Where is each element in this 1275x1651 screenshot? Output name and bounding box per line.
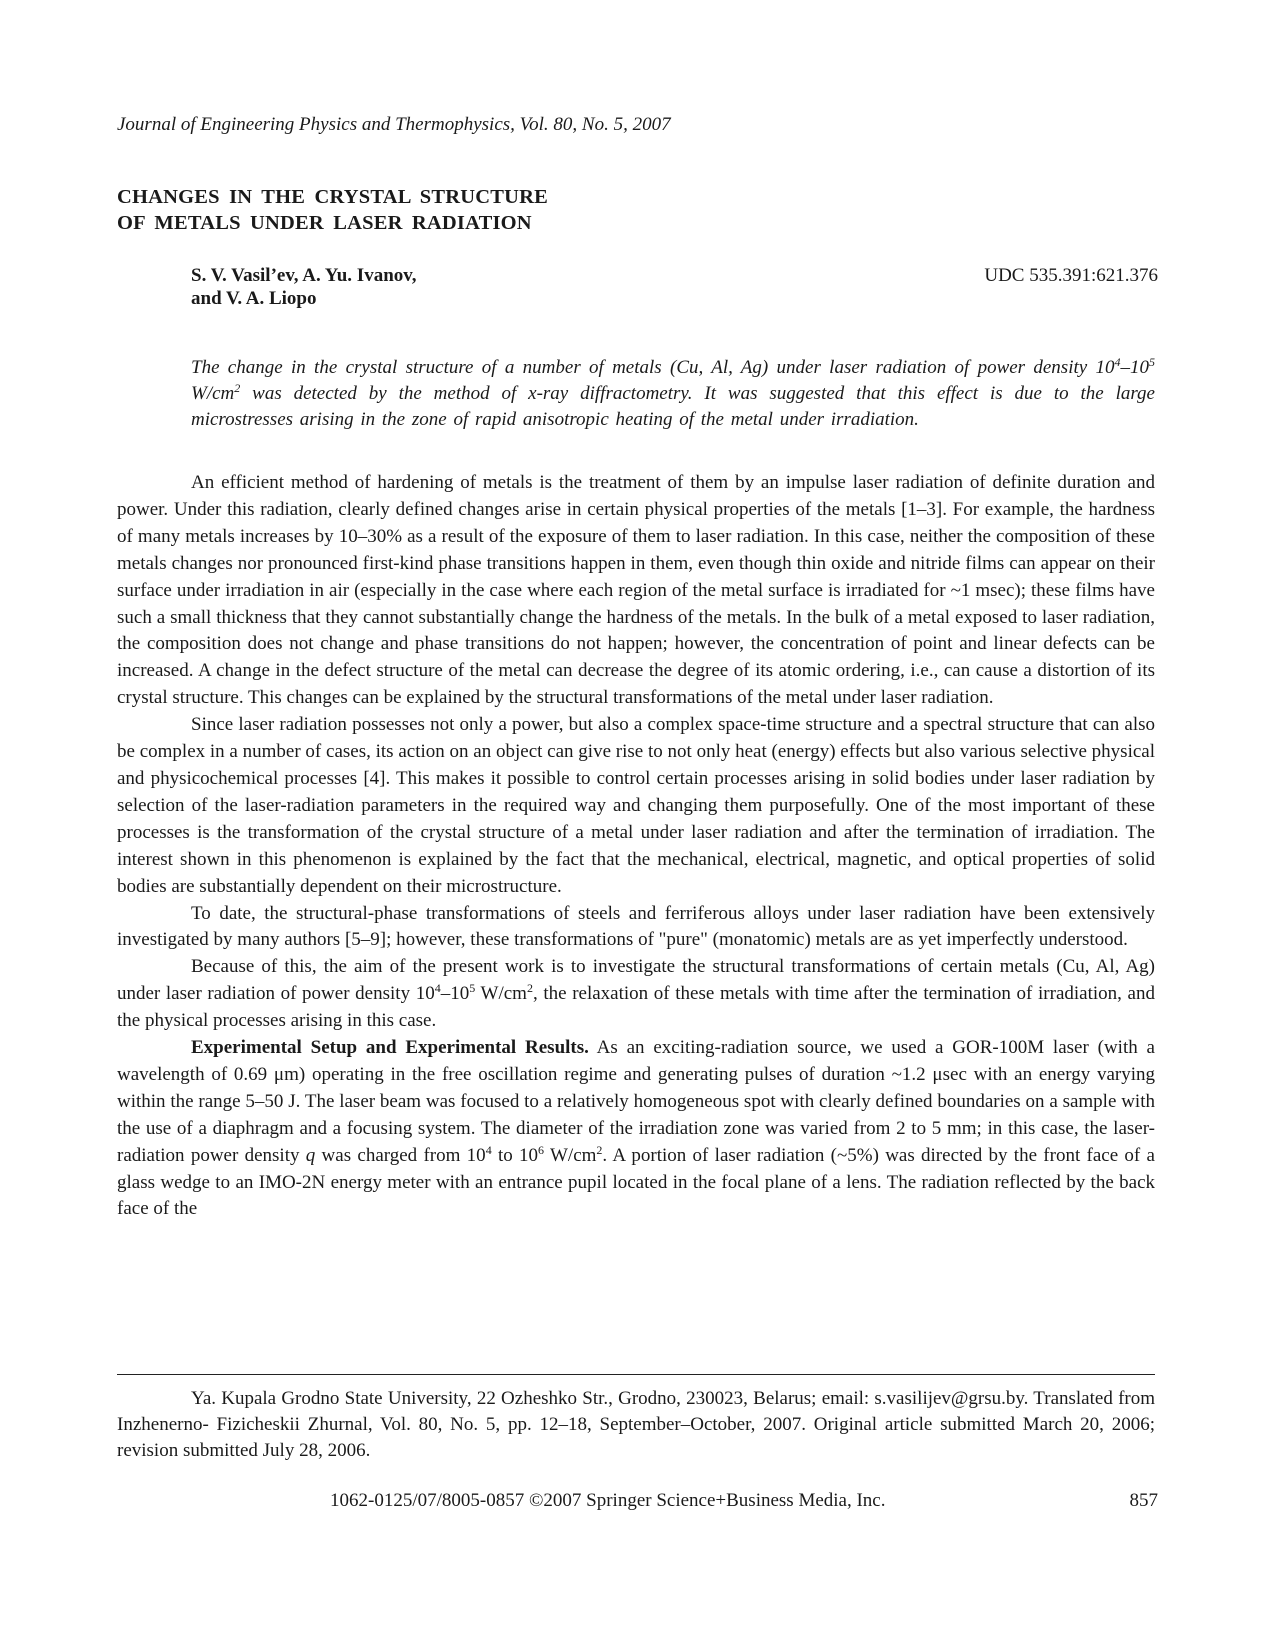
title-line-2: OF METALS UNDER LASER RADIATION (117, 212, 532, 234)
page-number: 857 (1129, 1490, 1158, 1511)
superscript: 5 (469, 981, 476, 996)
paragraph-text: As an exciting-radiation source, we used a GOR-100M laser (with a wavelength of 0.69 μm) operating in the free oscillation regime and generating pulses of duration ~1.2 μsec with an energy varying within the range 5–50 J. The laser beam was focused to a relatively homogeneous spot with clearly defined boundaries on a sample with the use of a diaphragm and a focusing system. The diameter of the irradiation zone was varied from 2 to 5 mm; in this case, the laser-radiation power density (117, 1037, 1155, 1166)
title-line-1: CHANGES IN THE CRYSTAL STRUCTURE (117, 186, 549, 208)
paragraph-2: Since laser radiation possesses not only a power, but also a complex space-time structure and a spectral structure that can also be complex in a number of cases, its action on an object can give rise to not only heat (energy) effects but also various selective physical and physicochemical processes [4]. This makes it possible to control certain processes arising in solid bodies under laser radiation by selection of the laser-radiation parameters in the required way and changing them purposefully. One of the most important of these processes is the transformation of the crystal structure of a metal under laser radiation and after the termination of irradiation. The interest shown in this phenomenon is explained by the fact that the mechanical, electrical, magnetic, and optical properties of solid bodies are substantially dependent on their microstructure. (117, 714, 1155, 897)
paragraph-text: to 10 (491, 1144, 539, 1166)
superscript: 6 (538, 1142, 545, 1157)
variable-q: q (305, 1144, 316, 1166)
paragraph-text: , the relaxation of these metals with time after the termination of irradiation, and the physical processes arising in this case. (117, 983, 1155, 1032)
section-heading: Experimental Setup and Experimental Results. (191, 1037, 589, 1059)
udc-code: UDC 535.391:621.376 (984, 265, 1158, 286)
article-title (117, 184, 548, 236)
abstract-superscript: 5 (1149, 355, 1155, 369)
abstract (191, 355, 1155, 433)
paragraph-text: Because of this, the aim of the present work is to investigate the structural transformations of certain metals (Cu, Al, Ag) under laser radiation of power density 10 (117, 956, 1155, 1005)
paragraph-text: W/cm (475, 983, 527, 1005)
footnote (117, 1386, 1155, 1464)
superscript: 2 (526, 981, 533, 996)
footnote-divider (117, 1374, 1155, 1375)
footnote-text: Ya. Kupala Grodno State University, 22 Ozheshko Str., Grodno, 230023, Belarus; email: s.vasilijev@grsu.by. Translated from Inzhenerno- Fizicheskii Zhurnal, Vol. 80, No. 5, pp. 12–18, September–October, 2007. Original article submitted March 20, 2006; revision submitted July 28, 2006. (117, 1388, 1155, 1461)
paragraph-5 (117, 1035, 1155, 1223)
paragraph-text: –10 (440, 983, 470, 1005)
paragraph-text: W/cm (544, 1144, 597, 1166)
superscript: 2 (596, 1142, 603, 1157)
paragraph-1: An efficient method of hardening of metals is the treatment of them by an impulse laser radiation of definite duration and power. Under this radiation, clearly defined changes arise in certain physical properties of the metals [1–3]. For example, the hardness of many metals increases by 10–30% as a result of the exposure of them to laser radiation. In this case, neither the composition of these metals changes nor pronounced first-kind phase transitions happen in them, even though thin oxide and nitride films can appear on their surface under irradiation in air (especially in the case where each region of the metal surface is irradiated for ~1 msec); these films have such a small thickness that they cannot substantially change the hardness of the metals. In the bulk of a metal exposed to laser radiation, the composition does not change and phase transitions do not happen; however, the concentration of point and linear defects can be increased. A change in the defect structure of the metal can decrease the degree of its atomic ordering, i.e., can cause a distortion of its crystal structure. This changes can be explained by the structural transformations of the metal under laser radiation. (117, 472, 1155, 709)
journal-header: Journal of Engineering Physics and Thermophysics, Vol. 80, No. 5, 2007 (117, 114, 671, 135)
paragraph-text: was charged from 10 (315, 1144, 486, 1166)
abstract-text: –10 (1120, 357, 1149, 378)
superscript: 4 (485, 1142, 492, 1157)
paragraph-3: To date, the structural-phase transformations of steels and ferriferous alloys under laser radiation have been extensively investigated by many authors [5–9]; however, these transformations of "pure" (monatomic) metals are as yet imperfectly understood. (117, 902, 1155, 951)
authors (191, 264, 416, 310)
body-text (117, 470, 1155, 1223)
paragraph-text: . A portion of laser radiation (~5%) was directed by the front face of a glass wedge to an IMO-2N energy meter with an entrance pupil located in the focal plane of a lens. The radiation reflected by the back face of the (117, 1144, 1155, 1220)
abstract-text: W/cm (191, 383, 235, 404)
authors-line-2: and V. A. Liopo (191, 288, 317, 309)
paragraph-4 (117, 954, 1155, 1035)
abstract-text: was detected by the method of x-ray diffractometry. It was suggested that this effect is due to the large microstresses arising in the zone of rapid anisotropic heating of the metal under irradiation. (191, 383, 1155, 430)
abstract-superscript: 4 (1114, 355, 1121, 369)
abstract-superscript: 2 (234, 381, 241, 395)
authors-line-1: S. V. Vasil’ev, A. Yu. Ivanov, (191, 265, 417, 286)
issn-line: 1062-0125/07/8005-0857 ©2007 Springer Science+Business Media, Inc. (330, 1490, 886, 1511)
abstract-text: The change in the crystal structure of a number of metals (Cu, Al, Ag) under laser radiation of power density 10 (191, 357, 1115, 378)
superscript: 4 (434, 981, 441, 996)
